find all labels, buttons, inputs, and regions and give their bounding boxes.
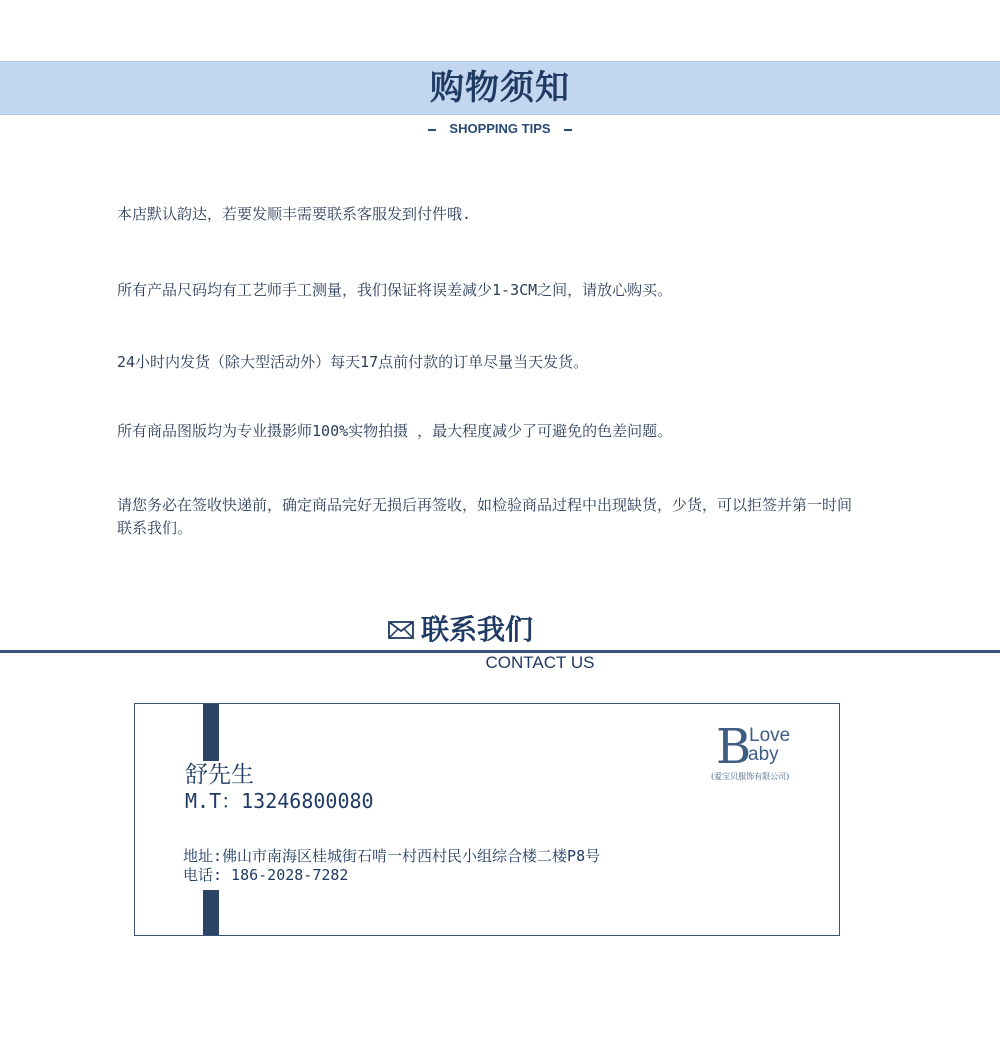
contact-subtitle: CONTACT US <box>485 653 595 672</box>
contact-name: 舒先生 <box>185 762 254 788</box>
notice-item: 所有产品尺码均有工艺师手工测量，我们保证将误差减少1-3CM之间，请放心购买。 <box>117 281 673 299</box>
card-accent-bar <box>203 890 219 935</box>
shopping-tips-label: SHOPPING TIPS <box>449 121 551 136</box>
page-title: 购物须知 <box>430 68 570 108</box>
logo-baby: aby <box>748 744 779 765</box>
logo-initial: B <box>716 719 752 775</box>
contact-tel: 电话: 186-2028-7282 <box>183 866 349 884</box>
dash-left <box>428 129 436 131</box>
envelope-icon <box>388 621 414 639</box>
contact-title: 联系我们 <box>421 613 534 646</box>
notice-item: 本店默认韵达，若要发顺丰需要联系客服发到付件哦. <box>117 205 472 223</box>
logo-company: (爱宝贝服饰有限公司) <box>711 772 790 781</box>
contact-phone: M.T：13246800080 <box>185 789 374 813</box>
card-accent-bar <box>203 704 219 761</box>
logo-love: Love <box>749 725 791 746</box>
shopping-tips-subtitle <box>0 121 1000 136</box>
notice-item: 所有商品图版均为专业摄影师100%实物拍摄 ，最大程度减少了可避免的色差问题。 <box>117 422 673 440</box>
dash-right <box>564 129 572 131</box>
notice-item: 24小时内发货（除大型活动外）每天17点前付款的订单尽量当天发货。 <box>117 353 589 371</box>
header-banner <box>0 61 1000 115</box>
business-card <box>134 703 840 936</box>
contact-address: 地址:佛山市南海区桂城街石啃一村西村民小组综合楼二楼P8号 <box>183 847 601 865</box>
notice-item: 请您务必在签收快递前，确定商品完好无损后再签收，如检验商品过程中出现缺货，少货，可以拒签并第一时间联系我们。 <box>117 496 853 537</box>
brand-logo <box>711 719 831 789</box>
